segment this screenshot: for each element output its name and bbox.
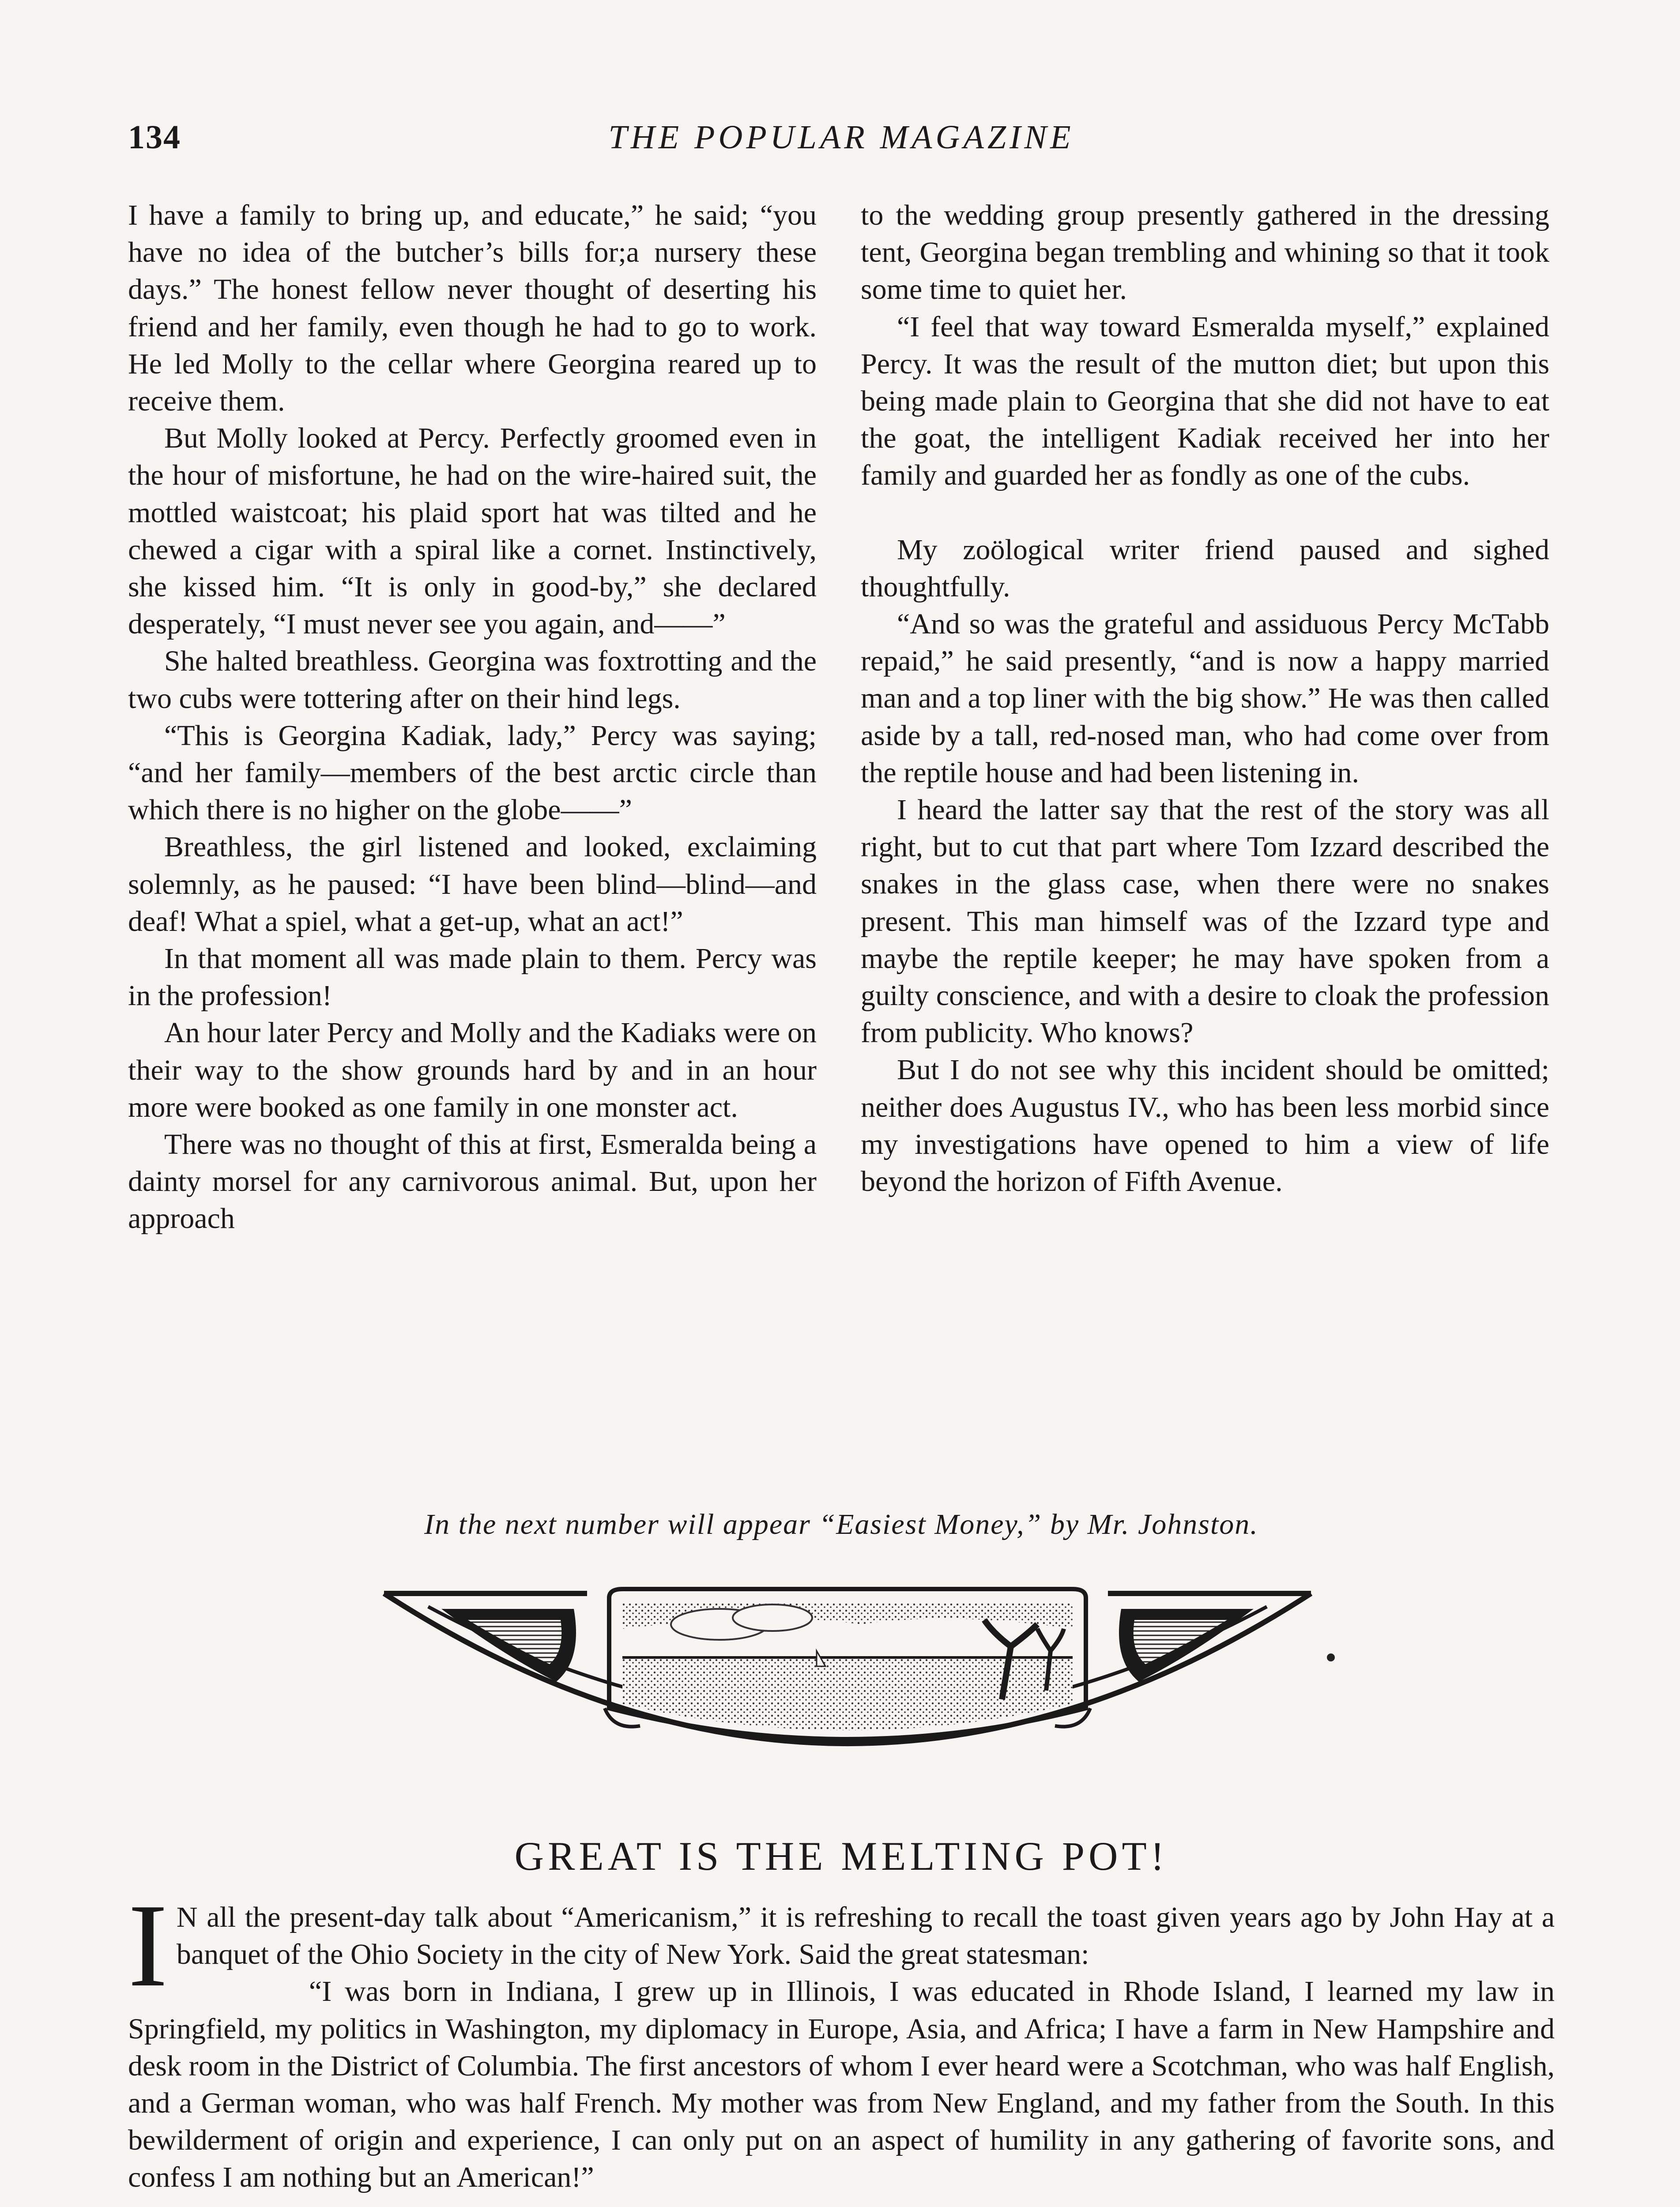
paragraph: But I do not see why this incident should be omitted; neither does Augustus IV., who has been less morbid since my investigations have opened to him a view of life beyond the horizon of Fifth Avenue. <box>861 1054 1549 1198</box>
left-column <box>128 197 817 1238</box>
paragraph: In that moment all was made plain to them. Percy was in the profession! <box>128 942 817 1012</box>
paragraph: My zoölogical writer friend paused and sighed thoughtfully. <box>861 533 1549 603</box>
paragraph: “I feel that way toward Esmeralda myself,” explained Percy. It was the result of the mutton diet; but upon this being made plain to Georgina that she did not have to eat the goat, the intelligent Kadiak received her into her family and guarded her as fondly as one of the cubs. <box>861 310 1549 492</box>
paragraph: Breathless, the girl listened and looked, exclaiming solemnly, as he paused: “I have been blind—blind—and deaf! What a spiel, what a get-up, what an act!” <box>128 831 817 938</box>
right-column <box>861 197 1549 1200</box>
article-quote: “I was born in Indiana, I grew up in Illinois, I was educated in Rhode Island, I learned my law in Springfield, my politics in Washington, my diplomacy in Europe, Asia, and Africa; I have a farm in New Hampshire and desk room in the District of Columbia. The first ancestors of whom I ever heard were a Scotchman, who was half English, and a German woman, who was half French. My mother was from New England, and my father from the South. In this bewilderment of origin and experience, I can only put on an aspect of humility in any gathering of favorite sons, and confess I am nothing but an American!” <box>128 1975 1555 2194</box>
paragraph: to the wedding group presently gathered in the dressing tent, Georgina began trembling and whining so that it took some time to quiet her. <box>861 199 1549 306</box>
article-intro: N all the present-day talk about “Americanism,” it is refreshing to recall the toast given years ago by John Hay at a banquet of the Ohio Society in the city of New York. Said the great statesman: <box>176 1901 1555 1971</box>
magazine-title: THE POPULAR MAGAZINE <box>608 119 1074 156</box>
drop-cap: I <box>128 1879 168 2011</box>
paragraph: “This is Georgina Kadiak, lady,” Percy was saying; “and her family—members of the best arctic circle than which there is no higher on the globe——” <box>128 719 817 826</box>
paragraph: I heard the latter say that the rest of the story was all right, but to cut that part where Tom Izzard described the snakes in the glass case, when there were no snakes present. This man himself was of the Izzard type and maybe the reptile keeper; he may have spoken from a guilty conscience, and with a desire to cloak the profession from publicity. Who knows? <box>861 794 1549 1049</box>
paragraph: “And so was the grateful and assiduous Percy McTabb repaid,” he said presently, “and is now a happy married man and a top liner with the big show.” He was then called aside by a tall, red-nosed man, who had come over from the reptile house and had been listening in. <box>861 608 1549 789</box>
ornament-dot <box>1327 1653 1335 1661</box>
paragraph: But Molly looked at Percy. Perfectly groomed even in the hour of misfortune, he had on the wire-haired suit, the mottled waistcoat; his plaid sport hat was tilted and he chewed a cigar with a spiral like a cornet. Instinctively, she kissed him. “It is only in good-by,” she declared desperately, “I must never see you again, and——” <box>128 422 817 640</box>
landscape-vignette-icon <box>375 1585 1320 1774</box>
paragraph: I have a family to bring up, and educate,” he said; “you have no idea of the butcher’s bills for;a nursery these days.” The honest fellow never thought of deserting his friend and her family, even though he had to go to work. He led Molly to the cellar where Georgina reared up to receive them. <box>128 199 817 418</box>
article-title: GREAT IS THE MELTING POT! <box>514 1834 1168 1879</box>
page-header <box>128 118 1555 167</box>
page-number: 134 <box>128 119 181 156</box>
paragraph: An hour later Percy and Molly and the Kadiaks were on their way to the show grounds hard by and in an hour more were booked as one family in one monster act. <box>128 1017 817 1123</box>
paragraph: She halted breathless. Georgina was foxtrotting and the two cubs were tottering after on their hind legs. <box>128 645 817 715</box>
paragraph: There was no thought of this at first, Esmeralda being a dainty morsel for any carnivorous animal. But, upon her approach <box>128 1128 817 1235</box>
next-number-note: In the next number will appear “Easiest Money,” by Mr. Johnston. <box>424 1508 1258 1540</box>
article-body <box>128 1879 1555 2196</box>
